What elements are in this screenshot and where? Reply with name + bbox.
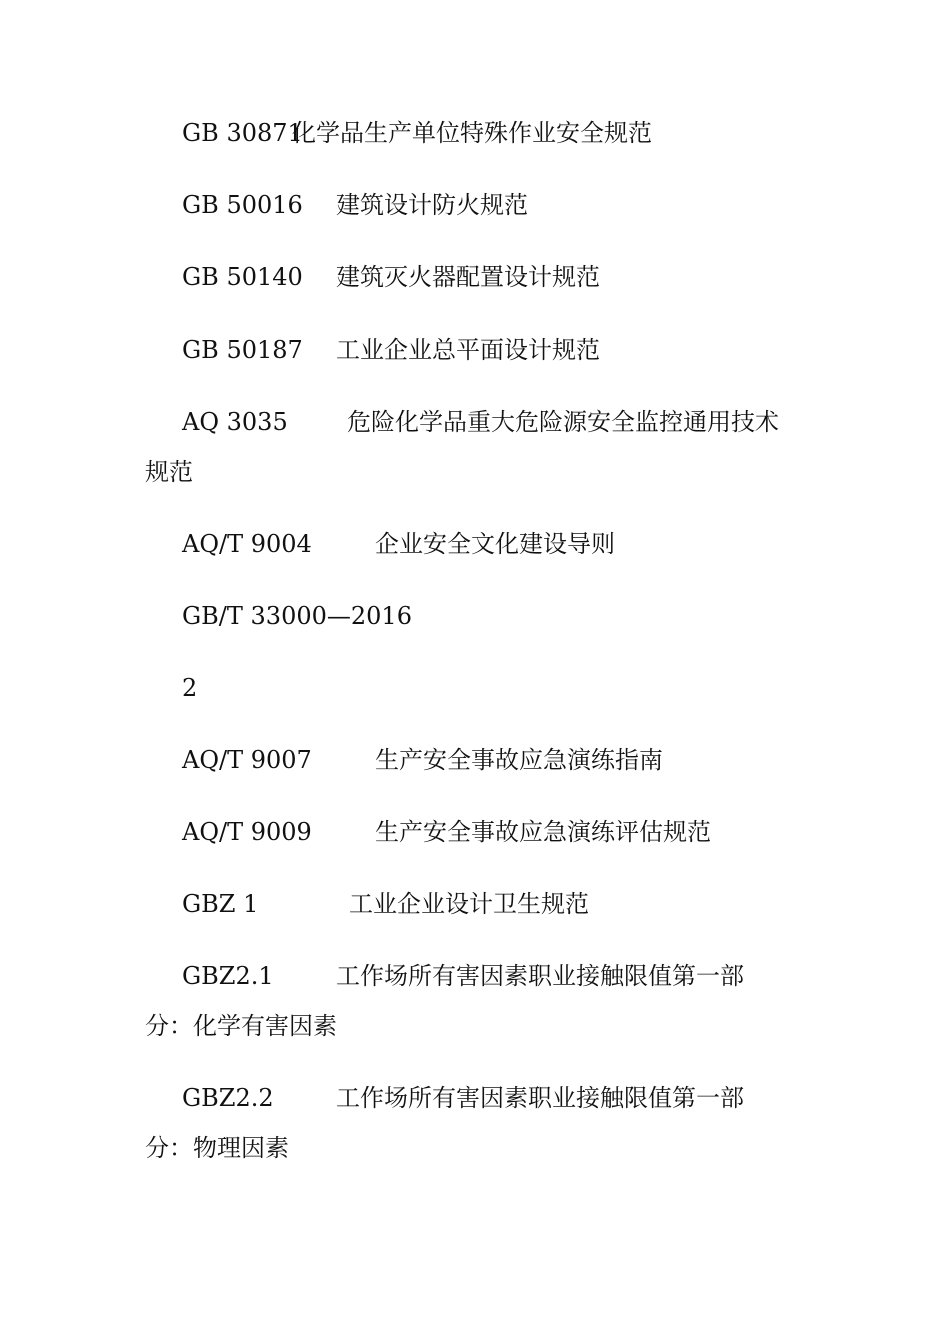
standard-title: 工业企业设计卫生规范 xyxy=(349,890,589,918)
standard-title: 建筑设计防火规范 xyxy=(336,191,528,219)
standard-code: AQ/T 9004 xyxy=(182,530,312,558)
standard-title-continuation: 规范 xyxy=(145,458,193,486)
standard-title-continuation: 分：化学有害因素 xyxy=(145,1012,337,1040)
standard-title: 工作场所有害因素职业接触限值第一部 xyxy=(336,1084,744,1112)
standard-title: 建筑灭火器配置设计规范 xyxy=(336,263,600,291)
standard-code: GB 50140 xyxy=(182,263,303,291)
standard-code: GBZ2.2 xyxy=(182,1084,274,1112)
standard-code: GBZ 1 xyxy=(182,890,259,918)
standard-title: 生产安全事故应急演练评估规范 xyxy=(375,818,711,846)
standard-title: 危险化学品重大危险源安全监控通用技术 xyxy=(347,408,779,436)
standard-title: 生产安全事故应急演练指南 xyxy=(375,746,663,774)
standard-title: 工作场所有害因素职业接触限值第一部 xyxy=(336,962,744,990)
standard-title: 工业企业总平面设计规范 xyxy=(336,336,600,364)
standard-title: 企业安全文化建设导则 xyxy=(375,530,615,558)
standard-code: AQ 3035 xyxy=(182,408,288,436)
standard-code: AQ/T 9009 xyxy=(182,818,312,846)
standard-code: GB 50016 xyxy=(182,191,303,219)
standard-code: GBZ2.1 xyxy=(182,962,274,990)
page-number: 2 xyxy=(182,674,198,702)
standard-code: GB/T 33000—2016 xyxy=(182,602,412,630)
standard-code: AQ/T 9007 xyxy=(182,746,312,774)
standard-title-continuation: 分：物理因素 xyxy=(145,1134,289,1162)
standard-code: GB 30871 xyxy=(182,119,303,147)
standard-code: GB 50187 xyxy=(182,336,303,364)
standard-title: 化学品生产单位特殊作业安全规范 xyxy=(292,119,652,147)
